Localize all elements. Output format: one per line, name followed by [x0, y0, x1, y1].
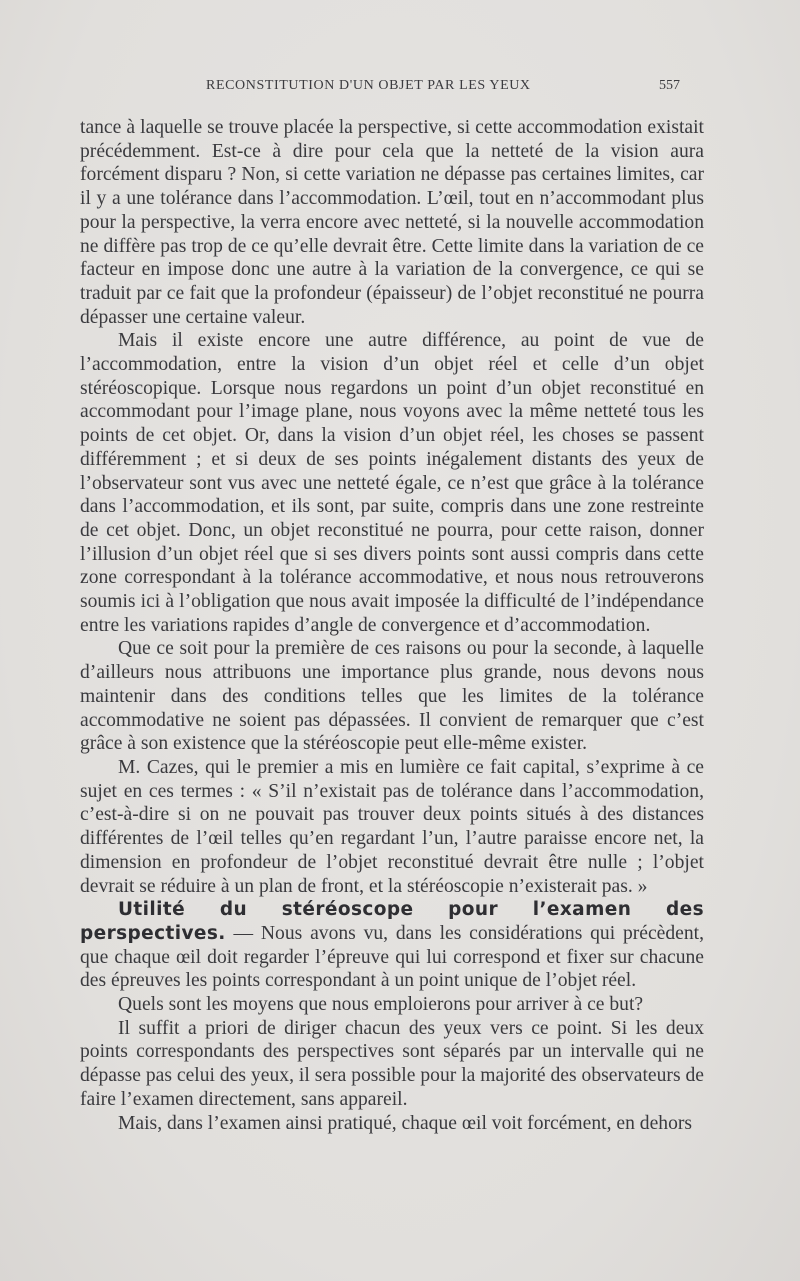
paragraph-truncated: Mais, dans l’examen ainsi pratiqué, chaque œil voit forcément, en dehors — [118, 1112, 693, 1134]
paragraph: Mais il existe encore une autre différence, au point de vue de l’accommodation, entre la vision d’un objet réel et celle d’un objet stéréoscopique. Lorsque nous regardons un point d’un objet reconstitué en accommodant pour l’image plane, nous voyons avec la même netteté tous les points de cet objet. Or, dans la vision d’un objet réel, les choses se passent différemment ; et si deux de ses points inégalement distants des yeux de l’observateur sont vus avec une netteté égale, ce n’est que grâce à la tolérance dans l’accommodation, et ils sont, par suite, compris dans une zone restreinte de cet objet. Donc, un objet reconstitué ne pourra, pour cette raison, donner l’illusion d’un objet réel que si ses divers points sont aussi compris dans cette zone correspondant à la tolérance accommodative, et nous nous retrouverons soumis ici à l’obligation que nous avait imposée la difficulté de l’indépendance entre les variations rapides d’angle de convergence et d’accommodation. — [80, 330, 704, 636]
paragraph: Il suffit a priori de diriger chacun des yeux vers ce point. Si les deux points correspondants des perspectives sont séparés par un intervalle qui ne dépasse pas celui des yeux, il sera possible pour la majorité des observateurs de faire l’examen directement, sans appareil. — [80, 1017, 704, 1110]
page-number: 557 — [659, 78, 680, 93]
paragraph-continued: tance à laquelle se trouve placée la perspective, si cette accommodation existait précédemment. Est-ce à dire pour cela que la netteté de la vision aura forcément disparu ? Non, si cette variation ne dépasse pas certaines limites, car il y a une tolérance dans l’accommodation. L’œil, tout en n’accommodant plus pour la perspective, la verra encore avec netteté, si la nouvelle accommodation ne diffère pas trop de ce qu’elle devrait être. Cette limite dans la variation de ce facteur en impose donc une autre à la variation de la convergence, ce qui se traduit par ce fait que la profondeur (épaisseur) de l’objet reconstitué ne pourra dépasser une certaine valeur. — [80, 117, 704, 328]
running-title: RECONSTITUTION D'UN OBJET PAR LES YEUX — [206, 78, 531, 93]
section-heading: Utilité du stéréoscope pour l’examen des perspectives. — [80, 899, 704, 944]
body-text — [80, 116, 704, 1135]
paragraph: Quels sont les moyens que nous emploierons pour arriver à ce but? — [118, 994, 644, 1016]
running-header — [80, 78, 680, 98]
section-paragraph — [80, 898, 704, 993]
paragraph: Que ce soit pour la première de ces raisons ou pour la seconde, à laquelle d’ailleurs nous attribuons une importance plus grande, nous devons nous maintenir dans des conditions telles que les limites de la tolérance accommodative ne soient pas dépassées. Il convient de remarquer que c’est grâce à son existence que la stéréoscopie peut elle-même exister. — [80, 638, 704, 755]
paragraph-quote-cazes: M. Cazes, qui le premier a mis en lumière ce fait capital, s’exprime à ce sujet en ces termes : « S’il n’existait pas de tolérance dans l’accommodation, c’est-à-dire si on ne pouvait pas trouver deux points situés à des distances différentes de l’œil telles qu’en regardant l’un, l’autre paraisse encore net, la dimension en profondeur de l’objet reconstitué devrait être nulle ; l’objet devrait se réduire à un plan de front, et la stéréoscopie n’existerait pas. » — [80, 756, 704, 897]
section-paragraph-text: — Nous avons vu, dans les considérations qui précèdent, que chaque œil doit regarder l’épreuve qui lui correspond et fixer sur chacune des épreuves les points correspondant à un point unique de l’objet réel. — [80, 922, 704, 992]
